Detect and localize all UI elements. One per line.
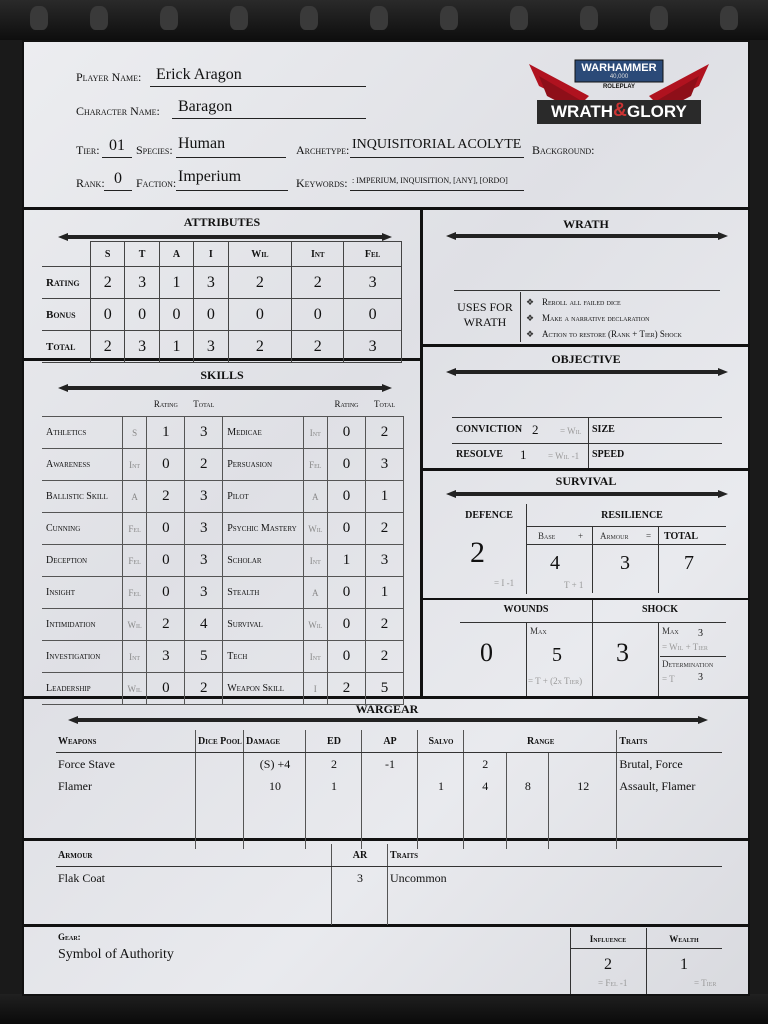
- divider: [422, 344, 750, 347]
- skill-total[interactable]: 2: [185, 449, 223, 481]
- defence-value[interactable]: 2: [470, 536, 485, 569]
- influence-value[interactable]: 2: [604, 956, 612, 973]
- skill-row: [42, 449, 404, 481]
- skill-name: Awareness: [42, 449, 122, 481]
- armour-label: Armour: [600, 531, 629, 541]
- attr-cell[interactable]: 2: [292, 331, 344, 363]
- skill-rating[interactable]: 0: [328, 481, 366, 513]
- weapons-table: [56, 730, 722, 849]
- title-ornament: [454, 234, 720, 238]
- keywords-label: Keywords:: [296, 176, 348, 190]
- weapon-range-long[interactable]: [549, 753, 617, 776]
- skill-name: Ballistic Skill: [42, 481, 122, 513]
- divider: [452, 417, 722, 418]
- weapon-traits[interactable]: Brutal, Force: [617, 753, 722, 776]
- skull-ornament-icon: [720, 6, 738, 30]
- character-sheet: [22, 40, 750, 996]
- player-name-label: Player Name:: [76, 70, 142, 84]
- skill-total[interactable]: 3: [185, 545, 223, 577]
- skill-name: Weapon Skill: [223, 673, 303, 705]
- weapon-row[interactable]: [56, 753, 722, 776]
- wealth-label: Wealth: [669, 934, 699, 944]
- wounds-label: WOUNDS: [503, 604, 549, 615]
- resolve-note: = Wil -1: [548, 451, 580, 461]
- skill-rating[interactable]: 0: [328, 417, 366, 449]
- uses-for-wrath-label: USES FOR WRATH: [457, 300, 513, 329]
- skill-name: Psychic Mastery: [223, 513, 303, 545]
- attr-cell[interactable]: 2: [228, 331, 292, 363]
- skill-name: Athletics: [42, 417, 122, 449]
- skill-total[interactable]: 2: [365, 641, 403, 673]
- attributes-table: [42, 241, 402, 363]
- skill-row: [42, 577, 404, 609]
- influence-note: = Fel -1: [598, 978, 628, 988]
- armour-header: Armour: [56, 844, 332, 867]
- divider: [422, 598, 750, 600]
- resolve-value[interactable]: 1: [520, 447, 527, 462]
- attr-header: I: [194, 242, 228, 267]
- skill-total[interactable]: 2: [185, 673, 223, 705]
- rating-header: Rating: [334, 399, 359, 409]
- damage-header: Damage: [244, 730, 306, 753]
- aquila-icon: ❖: [526, 297, 535, 307]
- wrath-use-text: Make a narrative declaration: [542, 313, 650, 323]
- skill-row: [42, 417, 404, 449]
- divider: [520, 292, 521, 342]
- species-field[interactable]: Human: [176, 135, 286, 158]
- archetype-field[interactable]: INQUISITORIAL ACOLYTE: [350, 137, 524, 158]
- title-ornament: [66, 386, 384, 390]
- skull-ornament-icon: [90, 6, 108, 30]
- skill-attribute: Fel: [303, 449, 328, 481]
- skill-total[interactable]: 3: [185, 417, 223, 449]
- skill-total[interactable]: 5: [185, 641, 223, 673]
- total-header: Total: [193, 399, 215, 409]
- attr-header: A: [159, 242, 193, 267]
- aquila-icon: ❖: [526, 329, 535, 339]
- skill-name: Insight: [42, 577, 122, 609]
- attr-cell[interactable]: 2: [292, 267, 344, 299]
- wrath-title: WRATH: [563, 217, 609, 231]
- attr-header: T: [125, 242, 159, 267]
- skull-ornament-icon: [650, 6, 668, 30]
- skill-rating[interactable]: 0: [328, 513, 366, 545]
- skill-rating[interactable]: 0: [147, 449, 185, 481]
- weapon-dice-pool[interactable]: [196, 753, 244, 776]
- skill-row: [42, 545, 404, 577]
- skull-ornament-icon: [300, 6, 318, 30]
- gear-label: Gear:: [58, 932, 81, 942]
- skill-attribute: Int: [303, 545, 328, 577]
- attr-cell[interactable]: 0: [125, 299, 159, 331]
- wounds-value[interactable]: 0: [480, 638, 493, 667]
- weapon-ap[interactable]: -1: [362, 753, 418, 776]
- faction-label: Faction:: [136, 176, 177, 190]
- shock-max-label: Max: [662, 626, 679, 636]
- determination-note: = T: [662, 674, 675, 684]
- attr-row-rating: [42, 267, 402, 299]
- objective-title: OBJECTIVE: [551, 352, 621, 366]
- skill-row: [42, 481, 404, 513]
- attr-header: Wil: [228, 242, 292, 267]
- size-label: SIZE: [592, 424, 615, 435]
- weapon-row[interactable]: [56, 775, 722, 797]
- attr-cell[interactable]: 3: [194, 267, 228, 299]
- faction-field[interactable]: Imperium: [176, 168, 288, 191]
- range-header: Range: [464, 730, 617, 753]
- skill-rating[interactable]: 0: [328, 609, 366, 641]
- divider: [588, 418, 589, 468]
- skill-rating[interactable]: 0: [328, 641, 366, 673]
- attr-row-label: Bonus: [42, 299, 91, 331]
- skill-attribute: A: [303, 577, 328, 609]
- weapon-damage[interactable]: 10: [244, 775, 306, 797]
- skull-ornament-icon: [30, 6, 48, 30]
- attr-cell[interactable]: 0: [344, 299, 402, 331]
- skill-total[interactable]: 3: [185, 513, 223, 545]
- wrath-use-item: [526, 326, 726, 342]
- divider: [570, 948, 722, 949]
- divider: [526, 544, 726, 545]
- weapon-name[interactable]: Force Stave: [58, 756, 115, 771]
- divider: [420, 207, 423, 697]
- wrath-use-text: Reroll all failed dice: [542, 297, 621, 307]
- conviction-value[interactable]: 2: [532, 422, 539, 437]
- attr-cell[interactable]: 0: [91, 299, 125, 331]
- skill-attribute: Wil: [303, 513, 328, 545]
- species-label: Species:: [136, 143, 173, 157]
- influence-label: Influence: [589, 934, 627, 944]
- skill-attribute: Fel: [122, 513, 147, 545]
- attr-header: Int: [292, 242, 344, 267]
- skill-rating[interactable]: 1: [147, 417, 185, 449]
- attr-cell[interactable]: 2: [91, 331, 125, 363]
- total-label: TOTAL: [664, 531, 699, 542]
- skill-attribute: Wil: [122, 609, 147, 641]
- logo-sub-text: 40,000: [609, 74, 629, 80]
- resilience-label: RESILIENCE: [601, 510, 663, 521]
- attr-row-label: Total: [42, 331, 91, 363]
- bottom-frame-border: [0, 994, 768, 1024]
- equals-sign: =: [646, 531, 652, 541]
- skill-name: Pilot: [223, 481, 303, 513]
- divider: [592, 527, 593, 593]
- weapon-ed[interactable]: 1: [306, 775, 362, 797]
- attr-cell[interactable]: 3: [344, 331, 402, 363]
- divider: [454, 290, 720, 291]
- weapon-range-medium[interactable]: 8: [506, 775, 549, 797]
- determination-label: Determination: [662, 659, 714, 669]
- wrath-uses-list: [526, 294, 726, 342]
- skill-attribute: Wil: [303, 609, 328, 641]
- title-ornament: [76, 718, 700, 722]
- skill-total[interactable]: 5: [365, 673, 403, 705]
- attr-cell[interactable]: 0: [228, 299, 292, 331]
- attr-cell[interactable]: 1: [159, 267, 193, 299]
- archetype-label: Archetype:: [296, 143, 350, 157]
- weapon-damage[interactable]: (S) +4: [244, 753, 306, 776]
- conviction-label: CONVICTION: [456, 424, 523, 435]
- skill-rating[interactable]: 0: [147, 513, 185, 545]
- skull-ornament-icon: [440, 6, 458, 30]
- weapon-dice-pool[interactable]: [196, 775, 244, 797]
- determination-value[interactable]: 3: [698, 672, 703, 683]
- skill-rating[interactable]: 2: [328, 673, 366, 705]
- attr-header: S: [91, 242, 125, 267]
- ar-header: AR: [332, 844, 388, 867]
- attr-row-label: Rating: [42, 267, 91, 299]
- base-note: T + 1: [564, 580, 584, 590]
- skill-total[interactable]: 2: [365, 513, 403, 545]
- skill-rating[interactable]: 1: [328, 545, 366, 577]
- skill-total[interactable]: 3: [185, 481, 223, 513]
- wounds-max-label: Max: [530, 626, 547, 636]
- skills-table: [42, 392, 404, 705]
- tier-field[interactable]: 01: [102, 137, 132, 158]
- logo-glory-text: GLORY: [627, 102, 687, 121]
- attr-header: Fel: [344, 242, 402, 267]
- attr-cell[interactable]: 1: [159, 331, 193, 363]
- skill-name: Survival: [223, 609, 303, 641]
- attr-cell[interactable]: 0: [292, 299, 344, 331]
- armour-name[interactable]: Flak Coat: [58, 870, 105, 885]
- skill-total[interactable]: 3: [185, 577, 223, 609]
- survival-title: SURVIVAL: [555, 474, 617, 488]
- attr-cell[interactable]: 2: [91, 267, 125, 299]
- skull-ornament-icon: [230, 6, 248, 30]
- armour-traits-header: Traits: [388, 844, 723, 867]
- skill-total[interactable]: 3: [365, 449, 403, 481]
- shock-max-note: = Wil + Tier: [662, 642, 708, 652]
- attr-cell[interactable]: 3: [344, 267, 402, 299]
- divider: [658, 527, 659, 593]
- divider: [660, 656, 726, 657]
- skill-total[interactable]: 1: [365, 481, 403, 513]
- skill-rating[interactable]: 0: [328, 577, 366, 609]
- shock-max-value[interactable]: 3: [698, 628, 703, 639]
- skill-name: Cunning: [42, 513, 122, 545]
- wounds-max-value[interactable]: 5: [552, 644, 562, 666]
- attr-cell[interactable]: 3: [125, 267, 159, 299]
- divider: [658, 622, 659, 696]
- traits-header: Traits: [617, 730, 722, 753]
- skill-total[interactable]: 2: [365, 417, 403, 449]
- keywords-field[interactable]: : IMPERIUM, INQUISITION, [ANY], [ORDO]: [350, 172, 524, 191]
- divider: [526, 622, 527, 696]
- wealth-value[interactable]: 1: [680, 956, 688, 973]
- skill-attribute: A: [303, 481, 328, 513]
- wrath-and-glory-logo: [519, 56, 719, 148]
- armour-value[interactable]: 3: [620, 552, 630, 574]
- divider: [452, 443, 722, 444]
- base-label: Base: [538, 531, 556, 541]
- wrath-use-text: Action to restore (Rank + Tier) Shock: [542, 329, 682, 339]
- weapon-salvo[interactable]: 1: [418, 775, 464, 797]
- skill-row: [42, 513, 404, 545]
- divider: [526, 526, 726, 527]
- player-name-field[interactable]: Erick Aragon: [150, 66, 366, 87]
- skill-attribute: Int: [303, 641, 328, 673]
- divider: [24, 207, 750, 210]
- shock-value[interactable]: 3: [616, 638, 629, 667]
- ed-header: ED: [306, 730, 362, 753]
- weapon-ed[interactable]: 2: [306, 753, 362, 776]
- divider: [592, 600, 593, 696]
- plus-sign: +: [578, 531, 584, 541]
- gear-text[interactable]: Symbol of Authority: [58, 947, 174, 962]
- skill-attribute: Wil: [122, 673, 147, 705]
- logo-warhammer-text: WARHAMMER: [581, 62, 657, 74]
- skill-total[interactable]: 1: [365, 577, 403, 609]
- skill-attribute: Fel: [122, 577, 147, 609]
- skill-attribute: Int: [303, 417, 328, 449]
- weapon-range-long[interactable]: 12: [549, 775, 617, 797]
- divider: [422, 468, 750, 471]
- shock-label: SHOCK: [641, 604, 679, 615]
- skill-attribute: S: [122, 417, 147, 449]
- conviction-note: = Wil: [560, 426, 582, 436]
- skill-row: [42, 609, 404, 641]
- wealth-note: = Tier: [694, 978, 717, 988]
- speed-label: SPEED: [592, 449, 625, 460]
- total-header: Total: [373, 399, 395, 409]
- wrath-use-item: [526, 294, 726, 310]
- skill-total[interactable]: 4: [185, 609, 223, 641]
- salvo-header: Salvo: [418, 730, 464, 753]
- skill-name: Medicae: [223, 417, 303, 449]
- tier-label: Tier:: [76, 143, 100, 157]
- armour-row[interactable]: [56, 867, 722, 890]
- wounds-max-note: = T + (2x Tier): [528, 676, 583, 686]
- attributes-title: ATTRIBUTES: [183, 215, 261, 229]
- resolve-label: RESOLVE: [456, 449, 503, 460]
- base-value[interactable]: 4: [550, 552, 560, 574]
- attr-row-total: [42, 331, 402, 363]
- attr-row-bonus: [42, 299, 402, 331]
- dice-pool-header: Dice Pool: [196, 730, 244, 753]
- weapon-range-short[interactable]: 2: [464, 753, 507, 776]
- skill-name: Intimidation: [42, 609, 122, 641]
- attr-cell[interactable]: 0: [159, 299, 193, 331]
- aquila-icon: ❖: [526, 313, 535, 323]
- logo-wrath-text: WRATH: [551, 102, 613, 121]
- armour-table: [56, 844, 722, 925]
- weapon-traits[interactable]: Assault, Flamer: [617, 775, 722, 797]
- skill-total[interactable]: 2: [365, 609, 403, 641]
- skills-title: SKILLS: [200, 368, 244, 382]
- weapon-ap[interactable]: [362, 775, 418, 797]
- skill-row: [42, 641, 404, 673]
- skill-name: Investigation: [42, 641, 122, 673]
- defence-label: DEFENCE: [465, 510, 513, 521]
- attr-cell[interactable]: 2: [228, 267, 292, 299]
- skill-attribute: A: [122, 481, 147, 513]
- background-label: Background:: [532, 143, 595, 157]
- defence-note: = I -1: [494, 578, 515, 588]
- ap-header: AP: [362, 730, 418, 753]
- skill-name: Tech: [223, 641, 303, 673]
- rank-label: Rank:: [76, 176, 105, 190]
- logo-ampersand-text: &: [613, 100, 627, 121]
- weapon-name[interactable]: Flamer: [58, 778, 92, 793]
- wargear-title: WARGEAR: [355, 702, 419, 716]
- skill-rating[interactable]: 0: [328, 449, 366, 481]
- title-ornament: [454, 370, 720, 374]
- skill-rating[interactable]: 2: [147, 481, 185, 513]
- skill-attribute: Int: [122, 641, 147, 673]
- armour-traits[interactable]: Uncommon: [388, 867, 723, 890]
- skill-row: [42, 673, 404, 705]
- weapon-range-short[interactable]: 4: [464, 775, 507, 797]
- rank-field[interactable]: 0: [104, 170, 132, 191]
- skill-rating[interactable]: 0: [147, 673, 185, 705]
- armour-ar[interactable]: 3: [332, 867, 388, 890]
- skill-name: Leadership: [42, 673, 122, 705]
- divider: [526, 504, 527, 594]
- skull-ornament-icon: [580, 6, 598, 30]
- top-frame-border: [0, 0, 768, 40]
- character-name-label: Character Name:: [76, 104, 160, 118]
- weapon-salvo[interactable]: [418, 753, 464, 776]
- attr-cell[interactable]: 3: [194, 331, 228, 363]
- weapon-range-medium[interactable]: [506, 753, 549, 776]
- title-ornament: [66, 235, 384, 239]
- logo-roleplay-text: ROLEPLAY: [602, 84, 636, 90]
- skull-ornament-icon: [370, 6, 388, 30]
- skill-total[interactable]: 3: [365, 545, 403, 577]
- resilience-total-value[interactable]: 7: [684, 552, 694, 574]
- skill-rating[interactable]: 0: [147, 577, 185, 609]
- skill-rating[interactable]: 3: [147, 641, 185, 673]
- wrath-use-item: [526, 310, 726, 326]
- character-name-field[interactable]: Baragon: [172, 98, 366, 119]
- skill-rating[interactable]: 0: [147, 545, 185, 577]
- skull-ornament-icon: [510, 6, 528, 30]
- skill-attribute: Fel: [122, 545, 147, 577]
- divider: [460, 622, 726, 623]
- skill-rating[interactable]: 2: [147, 609, 185, 641]
- skull-ornament-icon: [160, 6, 178, 30]
- skill-name: Scholar: [223, 545, 303, 577]
- skill-name: Deception: [42, 545, 122, 577]
- weapons-header: Weapons: [56, 730, 196, 753]
- rating-header: Rating: [153, 399, 178, 409]
- skill-name: Persuasion: [223, 449, 303, 481]
- skill-attribute: Int: [122, 449, 147, 481]
- skill-name: Stealth: [223, 577, 303, 609]
- attr-cell[interactable]: 3: [125, 331, 159, 363]
- attr-cell[interactable]: 0: [194, 299, 228, 331]
- title-ornament: [454, 492, 720, 496]
- skill-attribute: I: [303, 673, 328, 705]
